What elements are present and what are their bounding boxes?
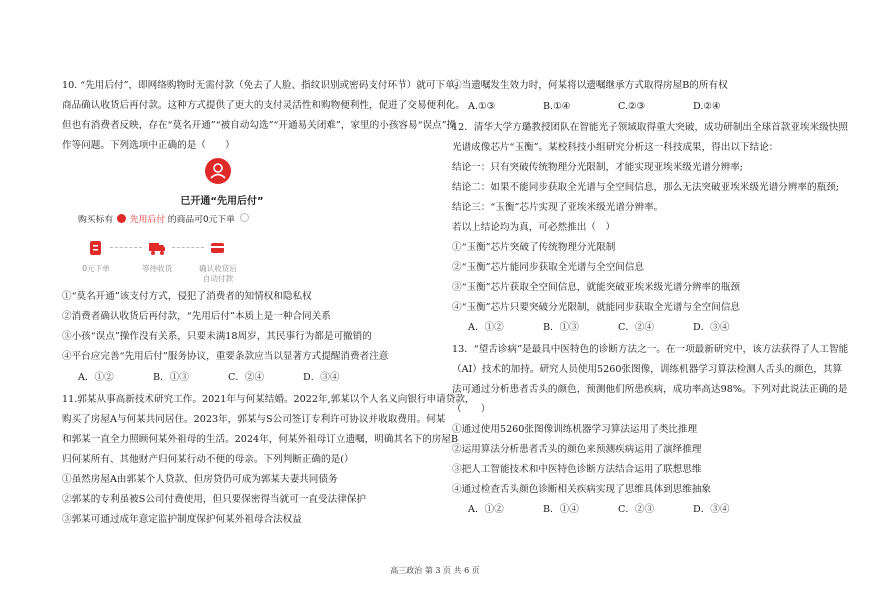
q13-options bbox=[468, 504, 768, 516]
figure-title: 已开通“先用后付” bbox=[180, 196, 264, 207]
q10-item: ③小孩“误点”操作没有关系，只要未满18周岁，其民事行为都是可撤销的 bbox=[62, 331, 372, 342]
q12-text-line: 结论一：只有突破传统物理分光限制，才能实现亚埃米级光谱分辨率; bbox=[452, 162, 744, 173]
subtitle-red-text: 先用后付 bbox=[129, 215, 165, 225]
q10-text-line: 10. “先用后付”，即网络购物时无需付款（免去了人脸、指纹识别或密码支付环节）就可下单， bbox=[62, 80, 465, 91]
q11-item: ④当遗嘱发生效力时，何某将以遗嘱继承方式取得房屋B的所有权 bbox=[452, 80, 728, 91]
q13-item: ①通过使用5260张图像训练机器学习算法运用了类比推理 bbox=[452, 424, 698, 435]
option-a[interactable]: A．①② bbox=[468, 504, 504, 515]
q12-text-line: 12．清华大学方璐教授团队在智能光子领域取得重大突破，成功研制出全球首款亚埃米级快照 bbox=[452, 122, 848, 133]
option-b[interactable]: B．①③ bbox=[543, 322, 579, 333]
option-d[interactable]: D.②④ bbox=[693, 101, 721, 112]
option-b[interactable]: B．①④ bbox=[543, 504, 579, 515]
auto-pay-icon bbox=[210, 240, 226, 260]
q10-item: ②消费者确认收货后再付款，“先用后付”本质上是一种合同关系 bbox=[62, 311, 331, 322]
q12-text-line: 光谱成像芯片“玉衡”。某校科技小组研究分析这一科技成果，得出以下结论： bbox=[452, 142, 779, 153]
q10-text-line: 但也有消费者反映，存在“莫名开通”“被自动勾选”“开通易关闭难”，家里的小孩容易“误点”操 bbox=[62, 120, 457, 131]
q12-options bbox=[468, 322, 768, 334]
q10-options bbox=[78, 372, 378, 384]
q10-item: ④平台应完善“先用后付”服务协议，重要条款应当以显著方式提醒消费者注意 bbox=[62, 351, 389, 362]
subtitle-prefix: 购买标有 bbox=[78, 215, 114, 225]
q11-text-line: 购买了房屋A与何某共同居住。2023年，郭某与S公司签订专利许可协议并收取费用。何某 bbox=[62, 414, 446, 425]
q12-text-line: 结论三：“玉衡”芯片实现了亚埃米级光谱分辨率。 bbox=[452, 202, 664, 213]
option-c[interactable]: C．②③ bbox=[618, 504, 655, 515]
q11-text-line: 归何某所有、其他财产归何某行动不便的母亲。下列判断正确的是(） bbox=[62, 454, 354, 465]
q13-text-line: （ ） bbox=[452, 404, 491, 415]
q10-text-line: 商品确认收货后再付款。这种方式提供了更大的支付灵活性和购物便利性，促进了交易便利化。 bbox=[62, 100, 465, 111]
info-icon bbox=[240, 213, 249, 222]
q11-text-line: 和郭某一直全力照顾何某外祖母的生活。2024年，何某外祖母订立遗嘱，明确其名下的房屋B bbox=[62, 434, 459, 445]
q13-item: ④通过检查舌头颜色诊断相关疾病实现了思维具体到思维抽象 bbox=[452, 484, 712, 495]
option-c[interactable]: C．②④ bbox=[228, 372, 265, 383]
q11-text-line: 11.郭某从事高新技术研究工作。2021年与何某结婚。2022年,郭某以个人名义向银行申请贷款， bbox=[62, 394, 475, 405]
order-icon bbox=[88, 240, 104, 260]
q13-item: ③把人工智能技术和中医特色诊断方法结合运用了联想思维 bbox=[452, 464, 702, 475]
q11-options bbox=[468, 101, 768, 113]
q13-text-line: 13．“望舌诊病”是最具中医特色的诊断方法之一。在一项最新研究中，该方法获得了人工智能 bbox=[452, 344, 849, 355]
q13-item: ②运用算法分析患者舌头的颜色来预测疾病运用了演绎推理 bbox=[452, 444, 702, 455]
option-b[interactable]: B．①③ bbox=[153, 372, 189, 383]
page-footer: 高三政治 第 3 页 共 6 页 bbox=[390, 566, 480, 575]
q12-text-line: 结论二：如果不能同步获取全光谱与全空间信息，那么无法突破亚埃米级光谱分辨率的瓶颈; bbox=[452, 182, 839, 193]
q11-item: ①虽然房屋A由郭某个人贷款、但房贷仍可成为郭某夫妻共同债务 bbox=[62, 474, 338, 485]
q12-text-line: 若以上结论均为真，可必然推出（ ） bbox=[452, 222, 616, 233]
q12-item: ③“玉衡”芯片获取全空间信息，就能突破亚埃米级光谱分辨率的瓶颈 bbox=[452, 282, 741, 293]
pay-later-figure bbox=[62, 158, 282, 300]
q11-item: ③郭某可通过成年意定监护制度保护何某外祖母合法权益 bbox=[62, 514, 302, 525]
q13-text-line: （AI）技术的加持。研究人员使用5260张图像，训练机器学习算法检测人舌头的颜色，其算 bbox=[452, 364, 843, 375]
option-d[interactable]: D．③④ bbox=[303, 372, 340, 383]
step-label: 等待收货 bbox=[141, 264, 173, 273]
user-badge-icon bbox=[205, 158, 231, 184]
q12-item: ④“玉衡”芯片只要突破分光限制，就能同步获取全光谱与全空间信息 bbox=[452, 302, 741, 313]
step-connector bbox=[110, 247, 142, 248]
option-d[interactable]: D．③④ bbox=[693, 504, 730, 515]
q13-text-line: 法可通过分析患者舌头的颜色，预测他们所患疾病，成功率高达98%。下列对此说法正确的是 bbox=[452, 384, 848, 395]
step-label: 0元下单 bbox=[82, 264, 110, 273]
option-b[interactable]: B.①④ bbox=[543, 101, 571, 112]
option-d[interactable]: D．③④ bbox=[693, 322, 730, 333]
option-a[interactable]: A．①② bbox=[468, 322, 504, 333]
q12-item: ①“玉衡”芯片突破了传统物理分光限制 bbox=[452, 242, 616, 253]
option-a[interactable]: A．①② bbox=[78, 372, 114, 383]
option-a[interactable]: A.①③ bbox=[468, 101, 496, 112]
q10-text-line: 作等问题。下列选项中正确的是（ ） bbox=[62, 140, 235, 151]
q12-item: ②“玉衡”芯片能同步获取全光谱与全空间信息 bbox=[452, 262, 645, 273]
step-label: 确认收货后 自动付款 bbox=[199, 264, 237, 283]
figure-subtitle bbox=[78, 212, 249, 225]
subtitle-suffix: 的商品可0元下单 bbox=[167, 215, 235, 225]
step-connector bbox=[172, 247, 204, 248]
q11-item: ②郭某的专利虽被S公司付费使用，但只要保密得当就可一直受法律保护 bbox=[62, 494, 366, 505]
option-c[interactable]: C.②③ bbox=[618, 101, 646, 112]
pay-later-mini-icon bbox=[117, 214, 126, 223]
delivery-truck-icon bbox=[148, 240, 166, 260]
q10-item: ①“莫名开通”该支付方式，侵犯了消费者的知情权和隐私权 bbox=[62, 291, 312, 302]
option-c[interactable]: C．②④ bbox=[618, 322, 655, 333]
